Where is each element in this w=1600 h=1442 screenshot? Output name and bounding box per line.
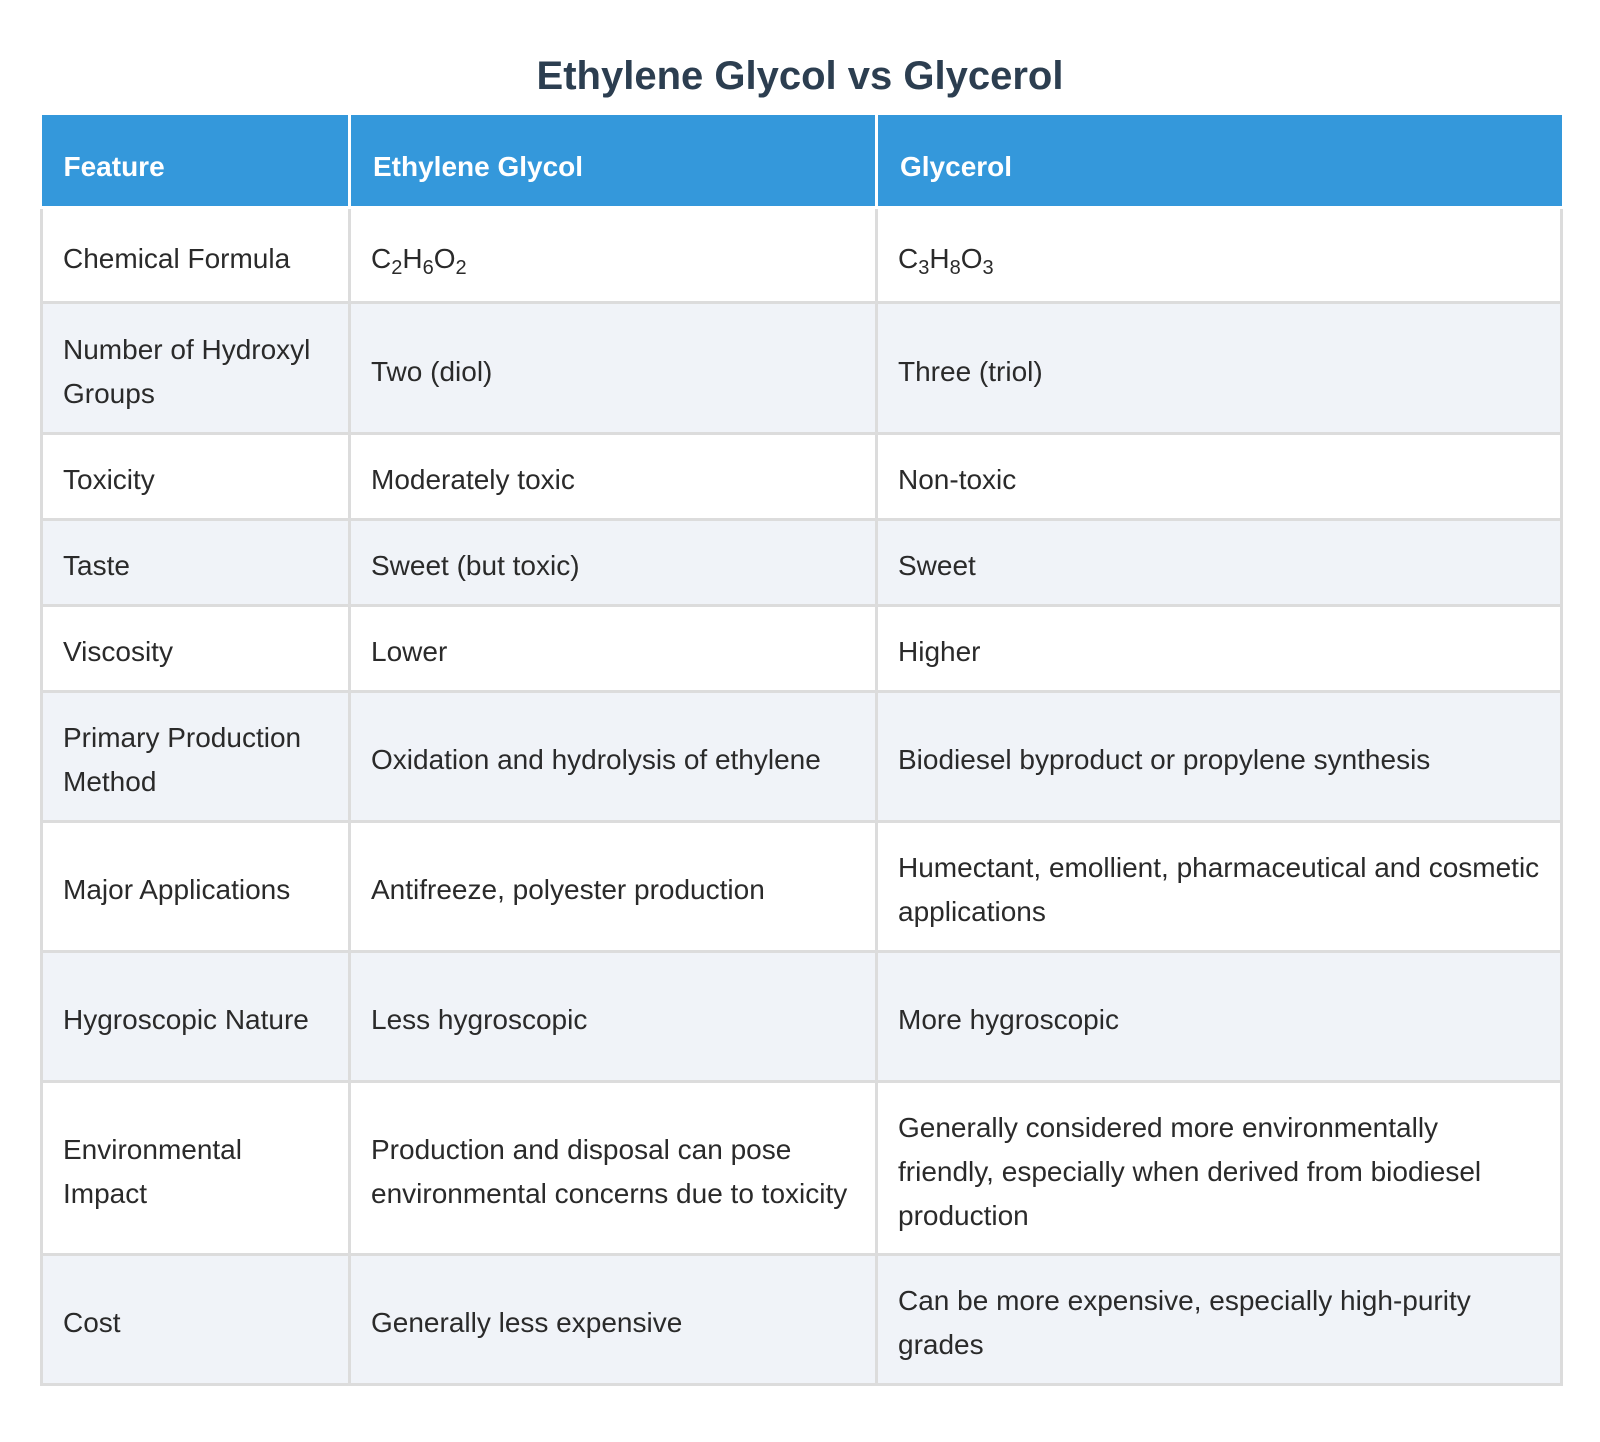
feature-cell: Hygroscopic Nature bbox=[42, 951, 350, 1081]
table-row bbox=[42, 821, 1562, 951]
ethylene-glycol-cell: Less hygroscopic bbox=[350, 951, 877, 1081]
table-row bbox=[42, 433, 1562, 519]
header-row bbox=[42, 115, 1562, 207]
table-row bbox=[42, 519, 1562, 605]
column-header-ethylene-glycol: Ethylene Glycol bbox=[350, 115, 877, 207]
glycerol-cell: Non-toxic bbox=[877, 433, 1562, 519]
table-row bbox=[42, 951, 1562, 1081]
ethylene-glycol-cell: Moderately toxic bbox=[350, 433, 877, 519]
feature-cell: Major Applications bbox=[42, 821, 350, 951]
ethylene-glycol-cell: Generally less expensive bbox=[350, 1254, 877, 1384]
feature-cell: Number of Hydroxyl Groups bbox=[42, 302, 350, 433]
ethylene-glycol-cell: Lower bbox=[350, 605, 877, 691]
ethylene-glycol-cell: Oxidation and hydrolysis of ethylene bbox=[350, 691, 877, 821]
feature-cell: Toxicity bbox=[42, 433, 350, 519]
ethylene-glycol-cell: Sweet (but toxic) bbox=[350, 519, 877, 605]
table-row bbox=[42, 605, 1562, 691]
table-row bbox=[42, 1254, 1562, 1384]
table-row bbox=[42, 1081, 1562, 1254]
ethylene-glycol-cell: Production and disposal can pose environmental concerns due to toxicity bbox=[350, 1081, 877, 1254]
feature-cell: Environmental Impact bbox=[42, 1081, 350, 1254]
glycerol-cell: Can be more expensive, especially high-purity grades bbox=[877, 1254, 1562, 1384]
table-row bbox=[42, 302, 1562, 433]
feature-cell: Taste bbox=[42, 519, 350, 605]
table-row bbox=[42, 691, 1562, 821]
column-header-feature: Feature bbox=[42, 115, 350, 207]
feature-cell: Chemical Formula bbox=[42, 207, 350, 302]
feature-cell: Primary Production Method bbox=[42, 691, 350, 821]
glycerol-cell: Biodiesel byproduct or propylene synthesis bbox=[877, 691, 1562, 821]
column-header-glycerol: Glycerol bbox=[877, 115, 1562, 207]
feature-cell: Cost bbox=[42, 1254, 350, 1384]
ethylene-glycol-cell: Antifreeze, polyester production bbox=[350, 821, 877, 951]
formula-cell-ethylene-glycol: $C_2H_6O_2$ bbox=[350, 207, 877, 302]
comparison-table bbox=[40, 115, 1563, 1386]
formula-cell-glycerol: $C_3H_8O_3$ bbox=[877, 207, 1562, 302]
glycerol-cell: Higher bbox=[877, 605, 1562, 691]
glycerol-cell: Humectant, emollient, pharmaceutical and cosmetic applications bbox=[877, 821, 1562, 951]
ethylene-glycol-cell: Two (diol) bbox=[350, 302, 877, 433]
glycerol-cell: Three (triol) bbox=[877, 302, 1562, 433]
feature-cell: Viscosity bbox=[42, 605, 350, 691]
glycerol-cell: Sweet bbox=[877, 519, 1562, 605]
glycerol-cell: More hygroscopic bbox=[877, 951, 1562, 1081]
glycerol-cell: Generally considered more environmentally friendly, especially when derived from biodiesel production bbox=[877, 1081, 1562, 1254]
page-title: Ethylene Glycol vs Glycerol bbox=[536, 54, 1064, 98]
table-row bbox=[42, 207, 1562, 302]
